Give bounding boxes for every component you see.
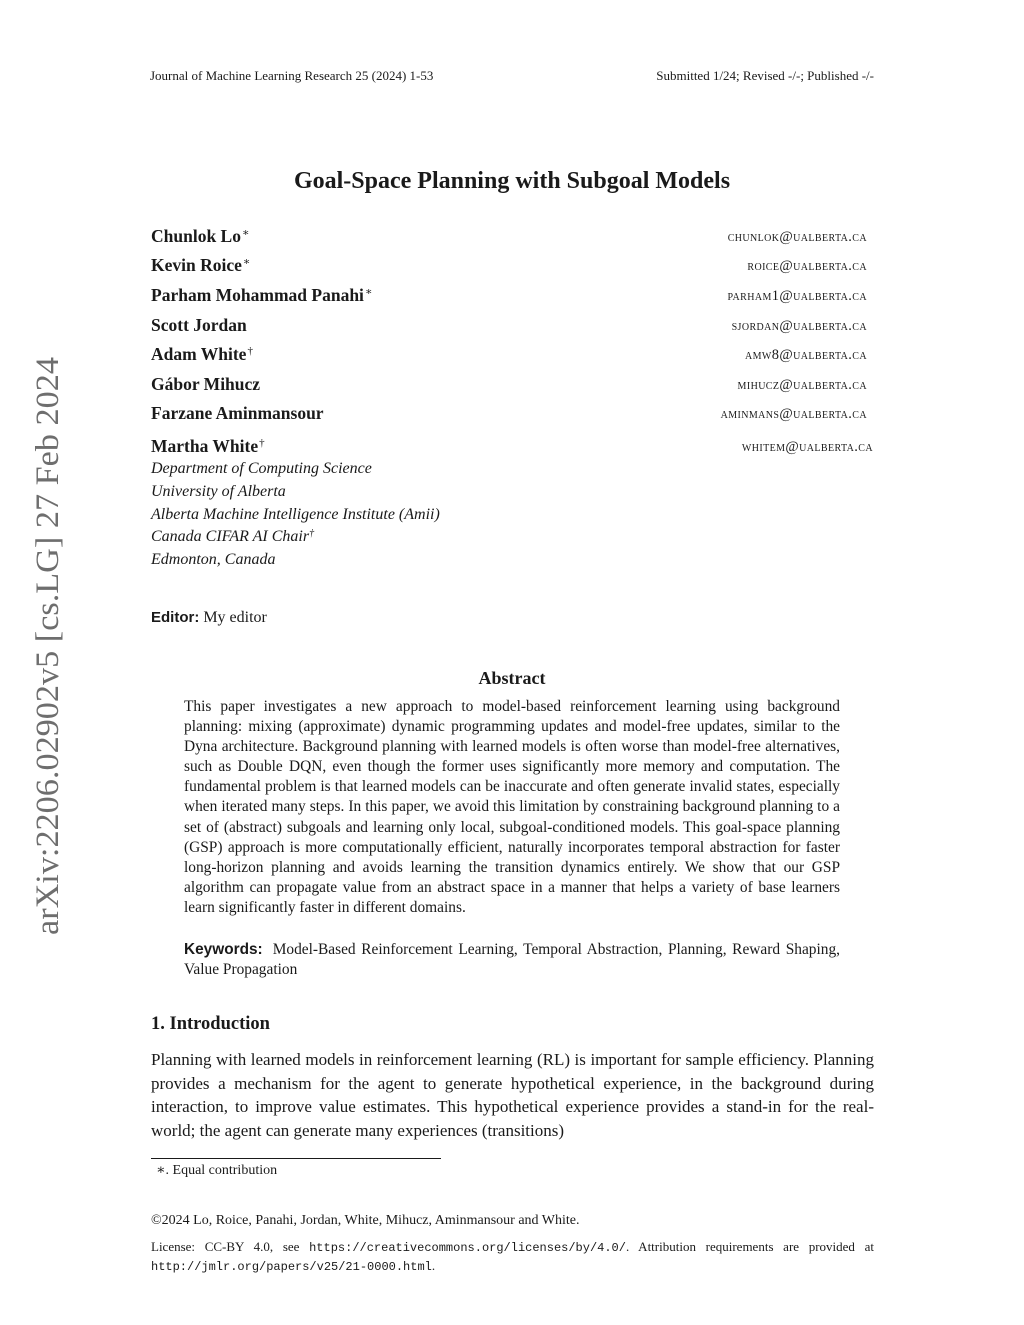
paper-link[interactable]: http://jmlr.org/papers/v25/21-0000.html <box>151 1260 432 1274</box>
editor-label: Editor: <box>151 609 200 626</box>
author-mark: † <box>247 345 253 357</box>
affiliation-line: Department of Computing Science <box>151 460 372 477</box>
license-link[interactable]: https://creativecommons.org/licenses/by/4.0/ <box>309 1241 626 1255</box>
keywords-text: Model-Based Reinforcement Learning, Temporal Abstraction, Planning, Reward Shaping, Value Propagation <box>184 941 840 979</box>
author-row <box>151 253 873 279</box>
author-email: amw8@ualberta.ca <box>745 347 867 363</box>
author-mark: † <box>259 437 265 449</box>
chair-mark: † <box>309 528 315 540</box>
author-name: Adam White† <box>151 344 253 364</box>
author-row <box>151 372 873 398</box>
author-email: mihucz@ualberta.ca <box>737 377 867 393</box>
author-row <box>151 283 873 309</box>
affiliation-line: Alberta Machine Intelligence Institute (Amii) <box>151 505 440 523</box>
keywords-line <box>184 940 840 980</box>
author-name: Farzane Aminmansour <box>151 403 324 423</box>
affiliation-line: Edmonton, Canada <box>151 551 276 569</box>
license-prefix: License: CC-BY 4.0, see <box>151 1239 300 1254</box>
author-row <box>151 313 873 339</box>
author-name: Parham Mohammad Panahi∗ <box>151 285 373 305</box>
arxiv-stamp-text: arXiv:2206.02902v5 [cs.LG] 27 Feb 2024 <box>30 377 66 935</box>
arxiv-stamp <box>8 355 68 935</box>
license-middle: . Attribution requirements are provided at <box>625 1239 874 1254</box>
author-row <box>151 342 873 368</box>
license-suffix: . <box>431 1258 436 1273</box>
author-name: Kevin Roice∗ <box>151 255 251 275</box>
abstract-heading: Abstract <box>478 668 546 688</box>
author-row <box>151 434 873 460</box>
author-mark: ∗ <box>241 227 250 239</box>
footnote-text: Equal contribution <box>172 1163 278 1178</box>
license-notice <box>151 1238 874 1276</box>
copyright-notice: ©2024 Lo, Roice, Panahi, Jordan, White, Mihucz, Aminmansour and White. <box>151 1213 580 1228</box>
author-email: whitem@ualberta.ca <box>741 439 873 455</box>
author-name: Chunlok Lo∗ <box>151 226 250 246</box>
author-name: Scott Jordan <box>151 315 247 335</box>
editor-line <box>151 608 267 628</box>
author-mark: ∗ <box>364 286 373 298</box>
abstract-text: This paper investigates a new approach to model-based reinforcement learning using background planning: mixing (approximate) dynamic programming updates and model-free updates, similar to the Dyna architecture. Background planning with learned models is often worse than model-free alternatives, such as Double DQN, even though the former uses significantly more memory and computation. The fundamental problem is that learned models can be inaccurate and often generate invalid states, especially when iterated many steps. In this paper, we avoid this limitation by constraining background planning to a set of (abstract) subgoals and learning only local, subgoal-conditioned models. This goal-space planning (GSP) approach is more computationally efficient, naturally incorporates temporal abstraction for faster long-horizon planning and avoids learning the transition dynamics entirely. We show that our GSP algorithm can propagate value from an abstract space in a manner that helps a variety of base learners learn significantly faster in different domains. <box>184 698 840 916</box>
journal-header: Journal of Machine Learning Research 25 (2024) 1-53 <box>150 68 434 83</box>
editor-name: My editor <box>203 609 267 626</box>
author-row <box>151 401 873 427</box>
author-email: parham1@ualberta.ca <box>727 288 867 304</box>
section-heading: 1. Introduction <box>151 1014 270 1034</box>
author-email: chunlok@ualberta.ca <box>727 229 867 245</box>
keywords-label: Keywords: <box>184 941 263 958</box>
footnote-divider <box>151 1158 441 1159</box>
intro-paragraph: Planning with learned models in reinforcement learning (RL) is important for sample efficiency. Planning provides a mechanism for the agent to generate hypothetical experience, in the background during interaction, to improve value estimates. This hypothetical experience provides a stand-in for the real-world; the agent can generate many experiences (transitions) <box>151 1050 874 1140</box>
author-email: roice@ualberta.ca <box>747 258 867 274</box>
author-email: sjordan@ualberta.ca <box>731 318 867 334</box>
footnote-mark: ∗. <box>156 1163 170 1178</box>
affiliation-line: University of Alberta <box>151 482 286 500</box>
affiliation-block <box>151 458 440 572</box>
author-email: aminmans@ualberta.ca <box>720 406 867 422</box>
paper-title: Goal-Space Planning with Subgoal Models <box>293 168 731 194</box>
affiliation-line: Canada CIFAR AI Chair† <box>151 528 315 546</box>
author-name: Martha White† <box>151 436 265 456</box>
footnote <box>156 1162 277 1180</box>
author-mark: ∗ <box>242 256 251 268</box>
author-name: Gábor Mihucz <box>151 374 261 394</box>
author-row <box>151 224 873 250</box>
submission-info: Submitted 1/24; Revised -/-; Published -/- <box>656 68 874 83</box>
